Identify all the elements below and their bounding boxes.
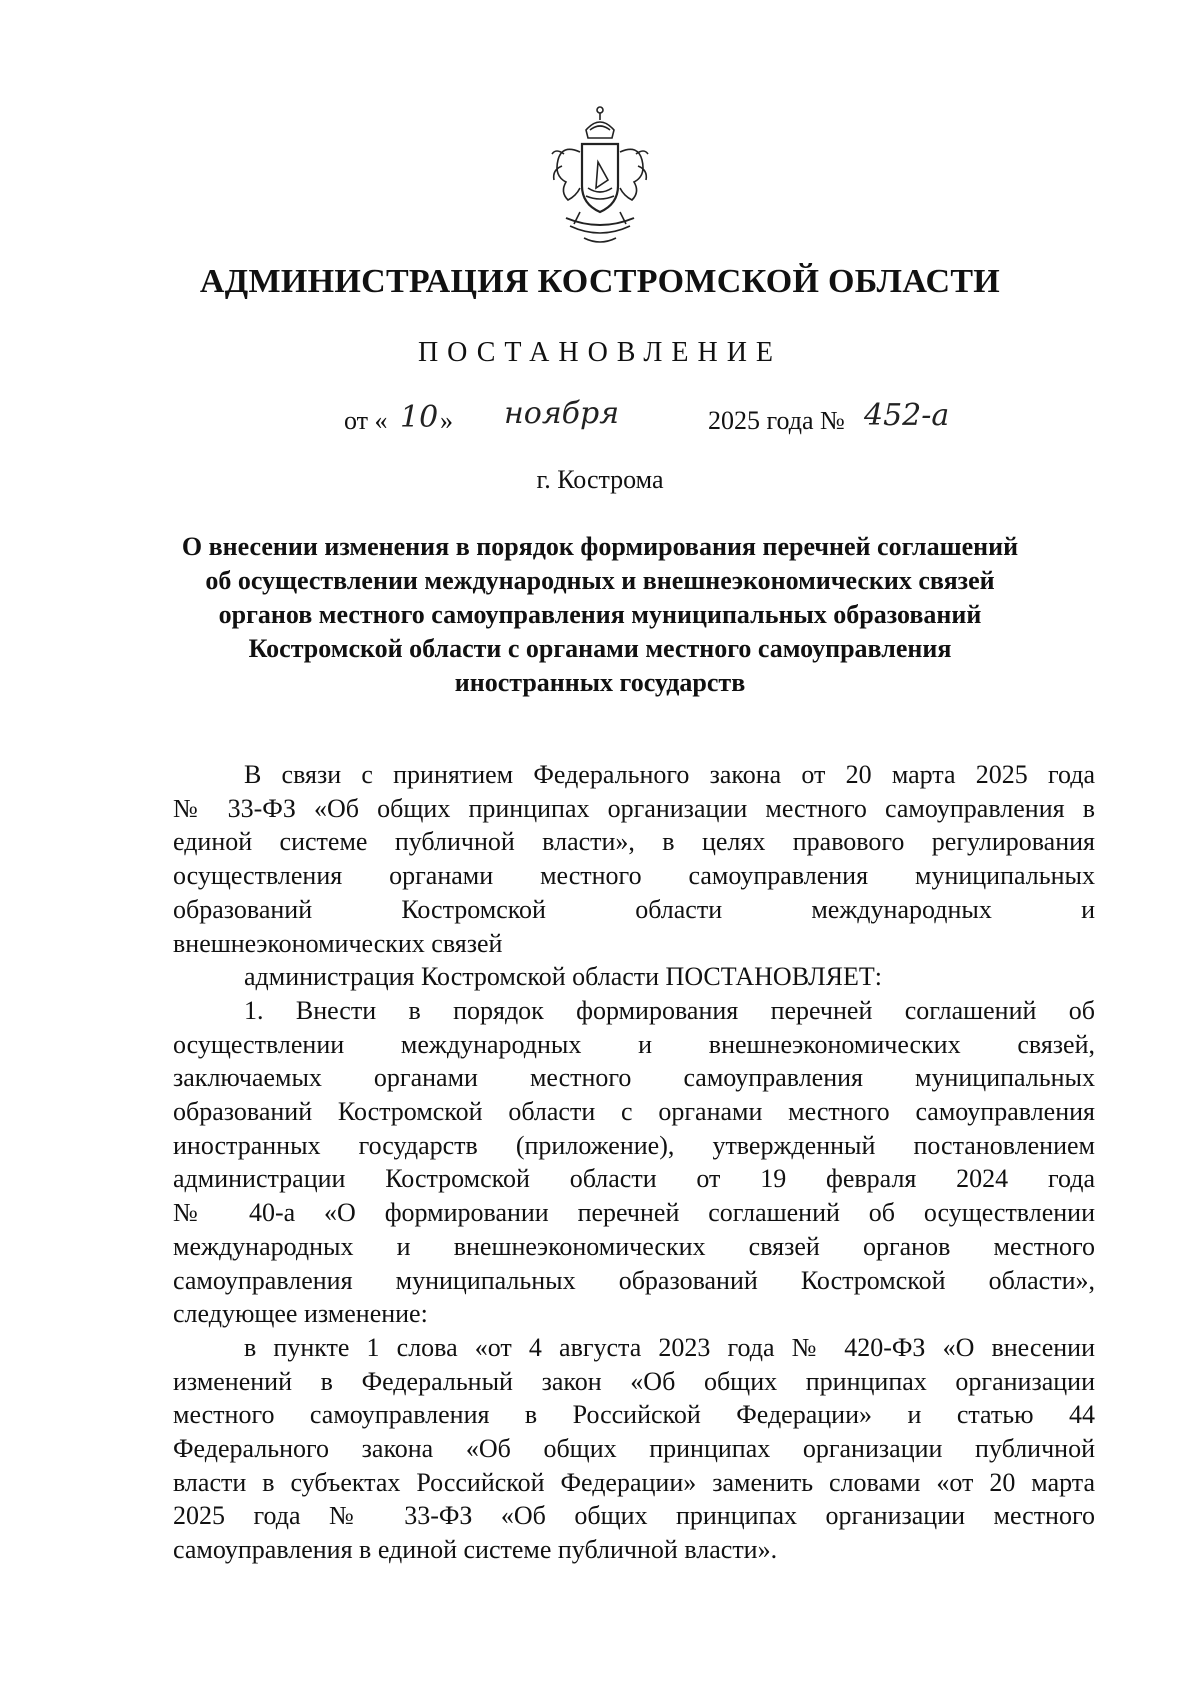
date-line bbox=[344, 396, 1044, 450]
organization-title: АДМИНИСТРАЦИЯ КОСТРОМСКОЙ ОБЛАСТИ bbox=[199, 263, 1001, 300]
body-line: администрация Костромской области ПОСТАНОВЛЯЕТ: bbox=[244, 962, 883, 992]
body-line: осуществлении международных и внешнеэкономических связей, bbox=[173, 1029, 1095, 1059]
date-year-text: 2025 года № bbox=[708, 406, 845, 435]
body-line: образований Костромской области международных и bbox=[173, 894, 1095, 924]
document-heading bbox=[150, 530, 1050, 700]
body-line: единой системе публичной власти», в целях правового регулирования bbox=[173, 827, 1095, 857]
city: г. Кострома bbox=[536, 465, 664, 494]
date-day-close: » bbox=[440, 406, 453, 435]
date-prefix: от « bbox=[344, 406, 388, 435]
body-line: местного самоуправления в Российской Федерации» и статью 44 bbox=[173, 1400, 1095, 1430]
document-number-handwritten: 452-а bbox=[864, 398, 950, 433]
heading-line: об осуществлении международных и внешнеэкономических связей bbox=[205, 566, 995, 595]
body-line: самоуправления в единой системе публичной власти». bbox=[173, 1535, 778, 1565]
coat-of-arms-emblem bbox=[540, 100, 660, 250]
heading-line: иностранных государств bbox=[454, 668, 746, 697]
body-line: № 40-а «О формировании перечней соглашений об осуществлении bbox=[173, 1198, 1095, 1228]
body-line: изменений в Федеральный закон «Об общих принципах организации bbox=[173, 1366, 1095, 1396]
paragraph-item-1 bbox=[173, 994, 1095, 1331]
date-day-handwritten: 10 bbox=[400, 400, 439, 435]
heading-line: Костромской области с органами местного самоуправления bbox=[248, 634, 952, 663]
body-line: самоуправления муниципальных образований Костромской области», bbox=[173, 1265, 1095, 1295]
body-line: 2025 года № 33-ФЗ «Об общих принципах организации местного bbox=[173, 1501, 1095, 1531]
body-line: следующее изменение: bbox=[173, 1299, 428, 1329]
paragraph-preamble bbox=[173, 758, 1095, 960]
document-type: ПОСТАНОВЛЕНИЕ bbox=[417, 337, 783, 368]
body-line: образований Костромской области с органами местного самоуправления bbox=[173, 1097, 1095, 1127]
date-month-handwritten: ноября bbox=[504, 396, 620, 431]
heading-line: органов местного самоуправления муниципальных образований bbox=[218, 600, 982, 629]
body-line: в пункте 1 слова «от 4 августа 2023 года № 420-ФЗ «О внесении bbox=[244, 1332, 1095, 1362]
body-line: № 33-ФЗ «Об общих принципах организации местного самоуправления в bbox=[173, 793, 1095, 823]
body-line: В связи с принятием Федерального закона от 20 марта 2025 года bbox=[244, 760, 1095, 789]
document-body bbox=[173, 758, 1095, 1567]
body-line: Федерального закона «Об общих принципах организации публичной bbox=[173, 1434, 1095, 1464]
body-line: международных и внешнеэкономических связей органов местного bbox=[173, 1231, 1095, 1261]
body-line: власти в субъектах Российской Федерации» заменить словами «от 20 марта bbox=[173, 1467, 1095, 1497]
body-line: заключаемых органами местного самоуправления муниципальных bbox=[173, 1063, 1095, 1093]
paragraph-amendment bbox=[173, 1331, 1095, 1567]
body-line: администрации Костромской области от 19 февраля 2024 года bbox=[173, 1164, 1095, 1194]
paragraph-resolves bbox=[173, 960, 1095, 994]
heading-line: О внесении изменения в порядок формирования перечней соглашений bbox=[181, 532, 1019, 561]
body-line: иностранных государств (приложение), утвержденный постановлением bbox=[173, 1130, 1095, 1160]
body-line: 1. Внести в порядок формирования перечней соглашений об bbox=[244, 995, 1095, 1025]
body-line: осуществления органами местного самоуправления муниципальных bbox=[173, 861, 1095, 891]
body-line: внешнеэкономических связей bbox=[173, 928, 503, 958]
